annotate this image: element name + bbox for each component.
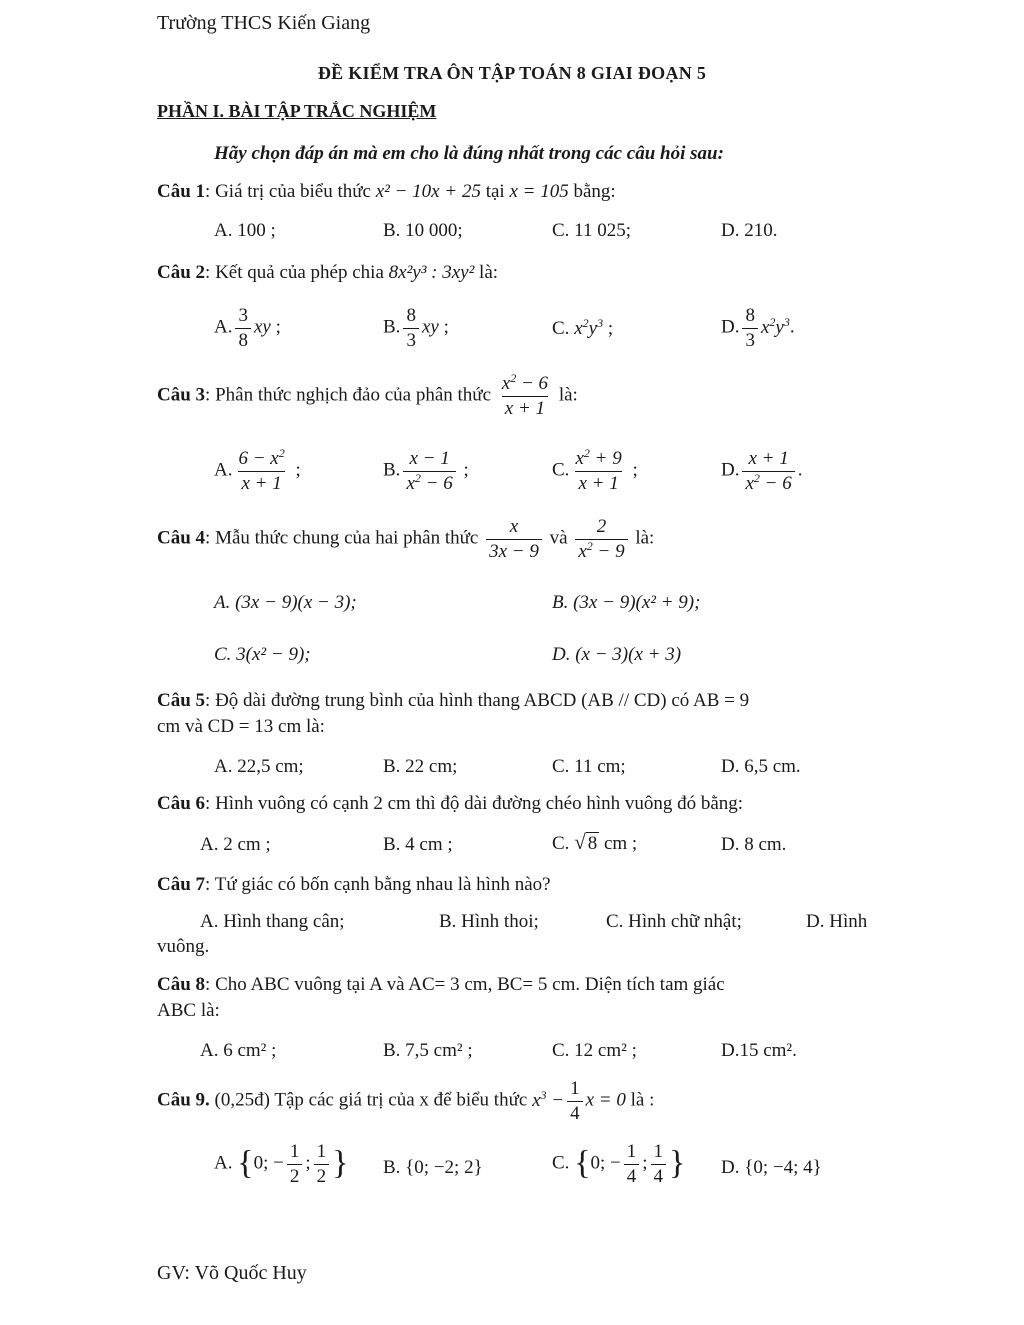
question-5: Câu 5: Độ dài đường trung bình của hình thang ABCD (AB // CD) có AB = 9 — [157, 690, 750, 711]
option-d: D. {0; −4; 4} — [721, 1157, 822, 1178]
option-c: C. 3(x² − 9); — [214, 644, 311, 665]
question-label: Câu 7 — [157, 874, 206, 895]
option-d: D. $\frac{8}{3}$ $x^2y^3$. — [721, 305, 795, 351]
question-6: Câu 6: Hình vuông có cạnh 2 cm thì độ dài đường chéo hình vuông đó bằng: — [157, 793, 744, 814]
option-b: B. $\frac{8}{3}$ xy ; — [383, 305, 449, 351]
question-4: Câu 4: Mẫu thức chung của hai phân thức $\frac{x}{3x - 9}$ và $\frac{2}{x^2 - 9}$ là: — [157, 516, 655, 562]
option-b: B. (3x − 9)(x² + 9); — [552, 592, 701, 613]
option-a: A. Hình thang cân; — [200, 911, 345, 932]
school-name: Trường THCS Kiến Giang — [157, 12, 371, 34]
option-a: A. {0; − $\frac{1}{2}$ ; $\frac{1}{2}$ } — [214, 1141, 349, 1187]
question-1: Câu 1: Giá trị của biểu thức x² − 10x + 25 tại x = 105 bằng: — [157, 181, 616, 202]
option-c: C. $x^2y^3$ ; — [552, 316, 614, 339]
option-a: A. 2 cm ; — [200, 834, 271, 855]
question-label: Câu 2 — [157, 262, 206, 283]
option-b: B. 4 cm ; — [383, 834, 453, 855]
expression: 8x²y³ : 3xy² — [388, 262, 475, 283]
question-8: Câu 8: Cho ABC vuông tại A và AC= 3 cm, BC= 5 cm. Diện tích tam giác — [157, 974, 725, 995]
teacher-name: GV: Võ Quốc Huy — [157, 1262, 307, 1284]
exam-title: ĐỀ KIỂM TRA ÔN TẬP TOÁN 8 GIAI ĐOẠN 5 — [317, 63, 707, 83]
instruction: Hãy chọn đáp án mà em cho là đúng nhất trong các câu hỏi sau: — [214, 143, 724, 164]
question-label: Câu 8 — [157, 974, 206, 995]
question-label: Câu 1 — [157, 181, 206, 202]
option-c: C. √ 8 cm ; — [552, 830, 638, 854]
option-b: B. $\frac{x - 1}{x^2 - 6}$ ; — [383, 448, 469, 494]
option-c: C. $\frac{x^2 + 9}{x + 1}$ ; — [552, 446, 638, 494]
option-c: C. 12 cm² ; — [552, 1040, 637, 1061]
option-a: A. (3x − 9)(x − 3); — [214, 592, 357, 613]
option-c: C. {0; − $\frac{1}{4}$ ; $\frac{1}{4}$ } — [552, 1141, 686, 1187]
option-d: D.15 cm². — [721, 1040, 797, 1061]
option-d: D. 6,5 cm. — [721, 756, 801, 777]
option-b: B. Hình thoi; — [439, 911, 539, 932]
option-b: B. 22 cm; — [383, 756, 458, 777]
option-b: B. {0; −2; 2} — [383, 1157, 483, 1178]
option-b: B. 7,5 cm² ; — [383, 1040, 473, 1061]
question-label: Câu 3 — [157, 384, 206, 406]
question-9: Câu 9. (0,25đ) Tập các giá trị của x để biểu thức $x^3$ − $\frac{1}{4}$ x = 0 là : — [157, 1078, 655, 1124]
question-label: Câu 5 — [157, 690, 206, 711]
question-label: Câu 4 — [157, 527, 206, 549]
option-a: A. 6 cm² ; — [200, 1040, 277, 1061]
option-c: C. Hình chữ nhật; — [606, 911, 742, 932]
question-label: Câu 6 — [157, 793, 206, 814]
option-d: D. Hình — [806, 911, 868, 932]
option-c: C. 11 025; — [552, 220, 631, 241]
question-8-cont: ABC là: — [157, 1000, 220, 1021]
option-a: A. 22,5 cm; — [214, 756, 304, 777]
option-a: A. 100 ; — [214, 220, 276, 241]
question-5-cont: cm và CD = 13 cm là: — [157, 716, 325, 737]
option-a: A. $\frac{3}{8}$ xy ; — [214, 305, 281, 351]
option-d: D. (x − 3)(x + 3) — [552, 644, 682, 665]
option-a: A. $\frac{6 - x^2}{x + 1}$ ; — [214, 446, 301, 494]
option-d: D. 210. — [721, 220, 778, 241]
question-2: Câu 2: Kết quả của phép chia 8x²y³ : 3xy² là: — [157, 262, 499, 283]
option-c: C. 11 cm; — [552, 756, 626, 777]
question-3: Câu 3: Phân thức nghịch đảo của phân thức $\frac{x^2 - 6}{x + 1}$ là: — [157, 371, 578, 419]
option-d: D. $\frac{x + 1}{x^2 - 6}$ . — [721, 448, 803, 494]
expression: x² − 10x + 25 — [375, 181, 481, 202]
part-heading: PHẦN I. BÀI TẬP TRẮC NGHIỆM — [157, 101, 437, 121]
question-label: Câu 9. — [157, 1089, 210, 1111]
option-d: D. 8 cm. — [721, 834, 787, 855]
option-d-cont: vuông. — [157, 936, 210, 957]
option-b: B. 10 000; — [383, 220, 463, 241]
question-7: Câu 7: Tứ giác có bốn cạnh bằng nhau là hình nào? — [157, 874, 551, 895]
